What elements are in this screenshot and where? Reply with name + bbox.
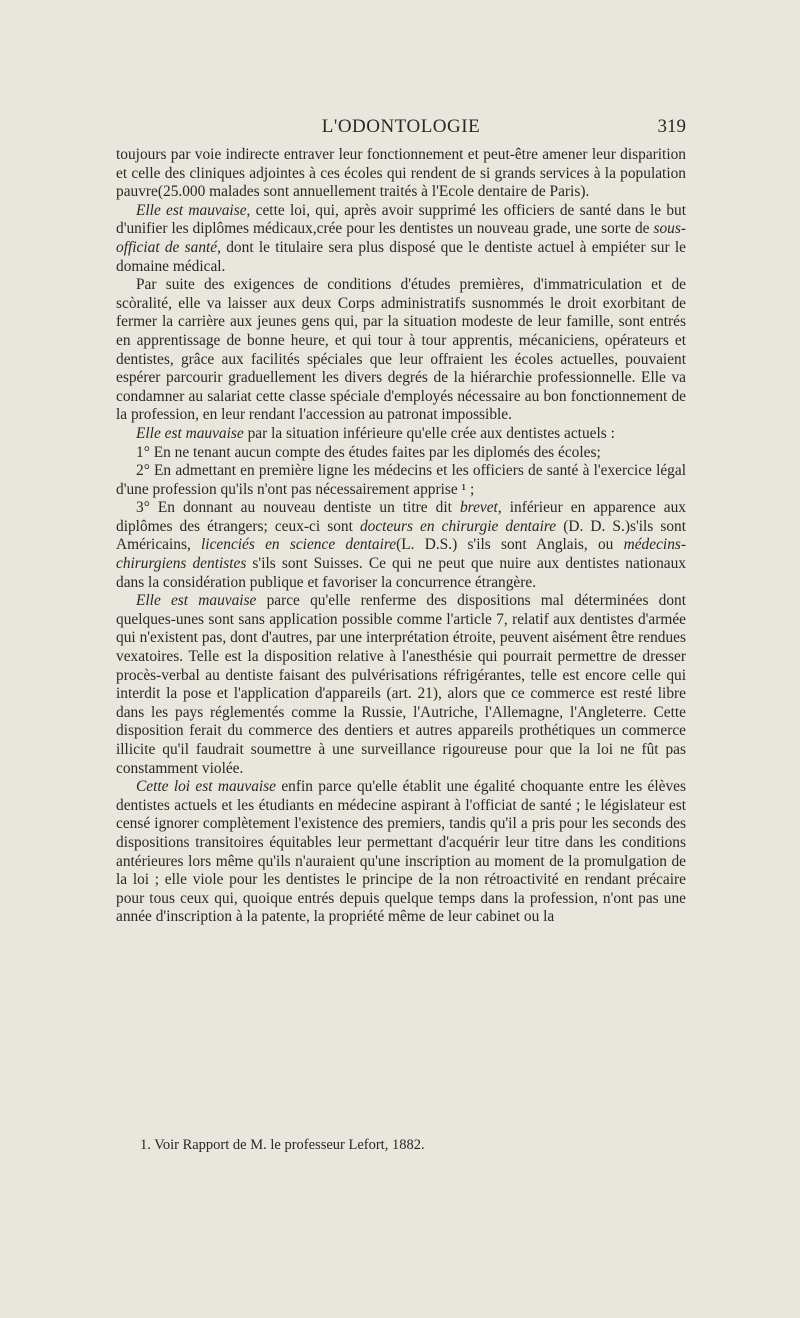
text-run: 2° En admettant en première ligne les médecins et les officiers de santé à l'exercice légal d'une profession qu'ils n'ont pas nécessairement apprise ¹ ; [116,462,686,498]
paragraph [116,425,686,444]
text-run: 1° En ne tenant aucun compte des études faites par les diplomés des écoles; [136,443,601,461]
paragraph [116,462,686,499]
paragraph [116,276,686,425]
italic-text: docteurs en chirurgie dentaire [359,517,557,535]
italic-text: Elle est mauvaise [136,592,257,610]
italic-text: sous-officiat de santé [116,220,686,256]
italic-text: médecins-chirurgiens dentistes [116,536,686,573]
body-text [116,146,686,927]
paragraph [116,444,686,463]
paragraph [116,592,686,778]
footnote: 1. Voir Rapport de M. le professeur Lefort, 1882. [140,1137,425,1153]
text-run: (L. D.S.) s'ils sont Anglais, ou [396,536,624,554]
text-run: Par suite des exigences de conditions d'études premières, d'immatriculation et de scòralité, elle va laisser aux deux Corps administratifs susnommés le droit exorbitant de fermer la carrière aux jeunes gens qui, par la situation modeste de leur famille, sont entrés en apprentissage de bonne heure, et qui tour à tour apprentis, mécaniciens, opérateurs et dentistes, grâce aux facilités spéciales que leur offraient les écoles actuelles, pouvaient espérer parcourir graduellement les divers degrés de la hiérarchie professionnelle. Elle va condamner au salariat cette classe spéciale d'employés nécessaire au bon fonctionnement de la profession, en leur rendant l'accession au patronat impossible. [116,276,686,424]
text-run: , cette loi, qui, après avoir supprimé les officiers de santé dans le but d'unifier les diplômes médicaux,crée pour les dentistes un nouveau grade, une sorte de [116,201,686,238]
text-run: (D. D. S.)s'ils sont Américains, [116,517,686,554]
italic-text: licenciés en science dentaire [201,536,397,554]
text-run: s'ils sont Suisses. Ce qui ne peut que nuire aux dentistes nationaux dans la considération publique et favoriser la concurrence étrangère. [116,555,686,591]
paragraph [116,146,686,202]
italic-text: Elle est mauvaise [136,201,247,219]
italic-text: brevet [459,499,498,517]
running-title: L'ODONTOLOGIE [321,116,481,137]
page-header [116,116,686,144]
text-run: , inférieur en apparence aux diplômes des étrangers; ceux-ci sont [116,499,686,535]
text-run: , dont le titulaire sera plus disposé que le dentiste actuel à empiéter sur le domaine médical. [116,238,686,275]
italic-text: Elle est mauvaise [136,424,244,442]
text-run: par la situation inférieure qu'elle crée aux dentistes actuels : [243,424,615,442]
text-run: enfin parce qu'elle établit une égalité choquante entre les élèves dentistes actuels et les étudiants en médecine aspirant à l'officiat de santé ; le législateur est censé ignorer complètement l'existence des premiers, tandis qu'il a pris pour les seconds des dispositions transitoires équitables leur permettant d'acquérir leur titre dans les conditions antérieures lors même qu'ils n'auraient qu'une inscription au moment de la promulgation de la loi ; elle viole pour les dentistes le principe de la non rétroactivité en rendant précaire pour tous ceux qui, quoique entrés depuis quelque temps dans la profession, n'ont pas une année d'inscription à la patente, la propriété même de leur cabinet ou la [116,778,686,926]
text-run: parce qu'elle renferme des dispositions mal déterminées dont quelques-unes sont sans application possible comme l'article 7, relatif aux dentistes d'armée qui n'existent pas, dont d'autres, par une interprétation étroite, peuvent aisément être rendues vexatoires. Telle est la disposition relative à l'anesthésie qui pourrait permettre de dresser procès-verbal au dentiste faisant des pulvérisations réfrigérantes, telle est encore celle qui interdit la pose et l'application d'appareils (art. 21), alors que ce commerce est resté libre dans les pays réglementés comme la Russie, l'Autriche, l'Allemagne, l'Angleterre. Cette disposition ferait du commerce des dentiers et autres appareils prothétiques un commerce illicite qu'il faudrait soumettre à une surveillance rigoureuse pour que la loi ne fût pas constamment violée. [116,592,686,777]
italic-text: Cette loi est mauvaise [136,778,276,796]
paragraph [116,202,686,276]
text-run: 3° En donnant au nouveau dentiste un titre dit [136,499,460,517]
paragraph [116,778,686,927]
text-run: toujours par voie indirecte entraver leur fonctionnement et peut-être amener leur disparition et celle des cliniques adjointes à ces écoles qui rendent de si grands services à la population pauvre(25.000 malades sont annuellement traités à l'Ecole dentaire de Paris). [116,146,686,201]
paragraph [116,499,686,592]
page-number: 319 [657,116,686,137]
